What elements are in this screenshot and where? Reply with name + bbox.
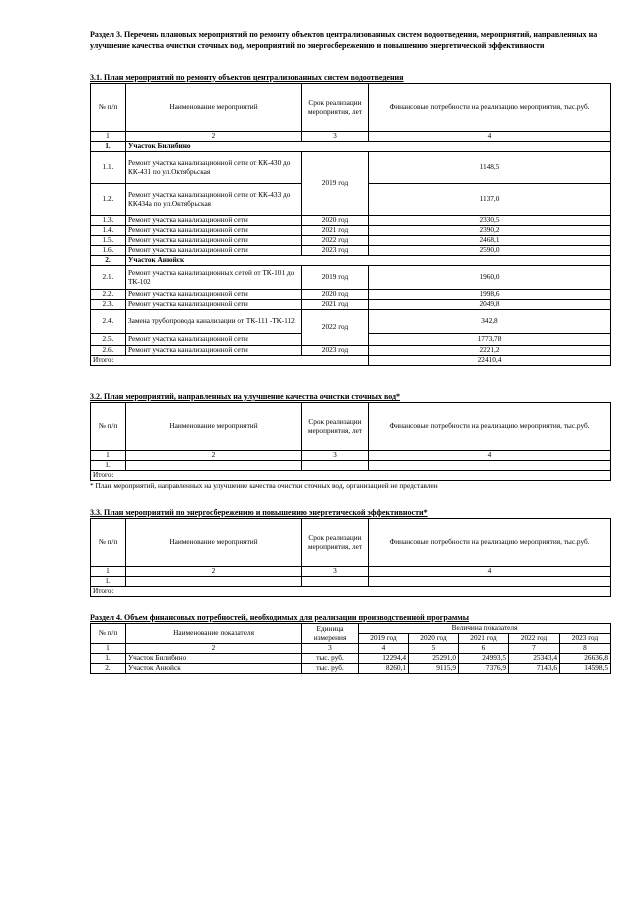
- table4: [90, 623, 611, 674]
- row-num: 2.3.: [91, 300, 126, 310]
- table32-colnum-row: [91, 451, 611, 461]
- row-value: 8260,1: [359, 664, 409, 674]
- total-row: [91, 471, 611, 481]
- total-label: Итого:: [91, 587, 611, 597]
- table-row: [91, 664, 611, 674]
- row-name: Ремонт участка канализационной сети: [126, 346, 302, 356]
- total-value: 22410,4: [369, 356, 611, 366]
- row-name: [126, 577, 302, 587]
- table-row: [91, 216, 611, 226]
- row-value: 2221,2: [369, 346, 611, 356]
- colnum-3: 3: [302, 451, 369, 461]
- row-num: 2.6.: [91, 346, 126, 356]
- table31-title: 3.1. План мероприятий по ремонту объектов централизованных систем водоотведения: [90, 73, 404, 82]
- table31-header-row: [91, 84, 611, 132]
- colnum: 7: [509, 644, 560, 654]
- row-value: 2390,2: [369, 226, 611, 236]
- row-value: 2468,1: [369, 236, 611, 246]
- row-term: 2021 год: [302, 226, 369, 236]
- header-term: Срок реализации мероприятия, лет: [302, 519, 369, 567]
- row-term: [302, 461, 369, 471]
- header-finance: Финансовые потребности на реализацию мероприятия, тыс.руб.: [369, 403, 611, 451]
- group-num: 2.: [91, 256, 126, 266]
- row-term: 2019 год: [302, 152, 369, 216]
- header-num: № п/п: [91, 84, 126, 132]
- total-row: [91, 587, 611, 597]
- colnum-2: 2: [126, 132, 302, 142]
- row-value: 1137,0: [369, 184, 611, 216]
- colnum-1: 1: [91, 132, 126, 142]
- row-num: 1.: [91, 577, 126, 587]
- row-value: 2330,5: [369, 216, 611, 226]
- header-name: Наименование показателя: [126, 624, 302, 644]
- table-row: [91, 577, 611, 587]
- row-name: Ремонт участка канализационной сети: [126, 246, 302, 256]
- header-year: 2019 год: [359, 634, 409, 644]
- total-label: Итого:: [91, 356, 369, 366]
- row-value: 7376,9: [459, 664, 509, 674]
- group-name: Участок Анюйск: [126, 256, 611, 266]
- group-name: Участок Билибино: [126, 142, 611, 152]
- row-value: 1998,6: [369, 290, 611, 300]
- row-value: 2590,0: [369, 246, 611, 256]
- header-name: Наименование мероприятий: [126, 403, 302, 451]
- row-name: Ремонт участка канализационной сети: [126, 226, 302, 236]
- table-row: [91, 236, 611, 246]
- colnum: 8: [560, 644, 611, 654]
- row-num: 2.1.: [91, 266, 126, 290]
- colnum-1: 1: [91, 567, 126, 577]
- row-value: 342,8: [369, 310, 611, 334]
- group-row-bilibino: [91, 142, 611, 152]
- header-num: № п/п: [91, 519, 126, 567]
- row-term: 2023 год: [302, 246, 369, 256]
- row-num: 1.1.: [91, 152, 126, 184]
- header-unit: Единица измерения: [302, 624, 359, 644]
- row-name: Участок Билибино: [126, 654, 302, 664]
- header-year: 2023 год: [560, 634, 611, 644]
- row-name: Ремонт участка канализационной сети от КК-430 до КК-431 по ул.Октябрьская: [126, 152, 302, 184]
- header-year: 2022 год: [509, 634, 560, 644]
- header-year: 2021 год: [459, 634, 509, 644]
- header-year: 2020 год: [409, 634, 459, 644]
- table33-header-row: [91, 519, 611, 567]
- table-row: [91, 310, 611, 334]
- row-num: 1.3.: [91, 216, 126, 226]
- row-value: 12294,4: [359, 654, 409, 664]
- row-name: Ремонт участка канализационной сети от КК-433 до КК434а по ул.Октябрьская: [126, 184, 302, 216]
- row-name: Ремонт участка канализационной сети: [126, 290, 302, 300]
- row-name: [126, 461, 302, 471]
- row-name: Ремонт участка канализационной сети: [126, 300, 302, 310]
- row-value: 25343,4: [509, 654, 560, 664]
- row-unit: тыс. руб.: [302, 654, 359, 664]
- table-row: [91, 226, 611, 236]
- row-term: [302, 577, 369, 587]
- table-row: [91, 290, 611, 300]
- colnum-2: 2: [126, 567, 302, 577]
- row-num: 1.: [91, 654, 126, 664]
- table32-footnote: * План мероприятий, направленных на улучшение качества очистки сточных вод, организацией не представлен: [90, 481, 438, 490]
- total-row: [91, 356, 611, 366]
- section3-title: Раздел 3. Перечень плановых мероприятий по ремонту объектов централизованных систем водоотведения, мероприятий, направленных на улучшение качества очистки сточных вод, мероприятий по энергосбережению и повышению энергетической эффективности: [90, 30, 598, 50]
- header-name: Наименование мероприятий: [126, 84, 302, 132]
- row-num: 2.2.: [91, 290, 126, 300]
- row-value: 1148,5: [369, 152, 611, 184]
- colnum-3: 3: [302, 132, 369, 142]
- colnum: 6: [459, 644, 509, 654]
- table32-header-row: [91, 403, 611, 451]
- header-value: Величина показателя: [359, 624, 611, 634]
- row-value: 25291,0: [409, 654, 459, 664]
- row-term: 2021 год: [302, 300, 369, 310]
- row-value: 7143,6: [509, 664, 560, 674]
- table-row: [91, 346, 611, 356]
- table33: [90, 518, 611, 597]
- row-value: 2049,8: [369, 300, 611, 310]
- group-num: 1.: [91, 142, 126, 152]
- row-num: 1.: [91, 461, 126, 471]
- table-row: [91, 654, 611, 664]
- table32-title: 3.2. План мероприятий, направленных на улучшение качества очистки сточных вод*: [90, 392, 401, 401]
- header-term: Срок реализации мероприятия, лет: [302, 403, 369, 451]
- header-name: Наименование мероприятий: [126, 519, 302, 567]
- row-num: 2.5.: [91, 334, 126, 346]
- colnum-4: 4: [369, 132, 611, 142]
- row-term: 2022 год: [302, 236, 369, 246]
- row-name: Замена трубопровода канализации от ТК-111 -ТК-112: [126, 310, 302, 334]
- row-value: [369, 461, 611, 471]
- row-value: 1960,0: [369, 266, 611, 290]
- row-value: 14598,5: [560, 664, 611, 674]
- row-num: 2.: [91, 664, 126, 674]
- row-value: 26636,8: [560, 654, 611, 664]
- colnum: 1: [91, 644, 126, 654]
- table-row: [91, 300, 611, 310]
- colnum: 4: [359, 644, 409, 654]
- row-term: 2019 год: [302, 266, 369, 290]
- colnum-1: 1: [91, 451, 126, 461]
- header-num: № п/п: [91, 403, 126, 451]
- row-num: 1.4.: [91, 226, 126, 236]
- table31: [90, 83, 611, 366]
- row-num: 1.2.: [91, 184, 126, 216]
- header-num: № п/п: [91, 624, 126, 644]
- table31-colnum-row: [91, 132, 611, 142]
- table-row: [91, 246, 611, 256]
- header-finance: Финансовые потребности на реализацию мероприятия, тыс.руб.: [369, 519, 611, 567]
- row-value: 24993,5: [459, 654, 509, 664]
- row-name: Ремонт участка канализационной сети: [126, 334, 302, 346]
- header-term: Срок реализации мероприятия, лет: [302, 84, 369, 132]
- table4-header-row-1: [91, 624, 611, 634]
- colnum-2: 2: [126, 451, 302, 461]
- row-value: 1773,78: [369, 334, 611, 346]
- table-row: [91, 266, 611, 290]
- table33-colnum-row: [91, 567, 611, 577]
- row-term: 2023 год: [302, 346, 369, 356]
- row-name: Ремонт участка канализационных сетей от ТК-101 до ТК-102: [126, 266, 302, 290]
- row-num: 1.6.: [91, 246, 126, 256]
- colnum-3: 3: [302, 567, 369, 577]
- row-name: Ремонт участка канализационной сети: [126, 236, 302, 246]
- section4-title: Раздел 4. Объем финансовых потребностей, необходимых для реализации производственной программы: [90, 613, 469, 622]
- table32: [90, 402, 611, 481]
- table33-title: 3.3. План мероприятий по энергосбережению и повышению энергетической эффективности*: [90, 508, 428, 517]
- row-num: 2.4.: [91, 310, 126, 334]
- group-row-anyuisk: [91, 256, 611, 266]
- row-num: 1.5.: [91, 236, 126, 246]
- header-finance: Финансовые потребности на реализацию мероприятия, тыс.руб.: [369, 84, 611, 132]
- table-row: [91, 152, 611, 184]
- document-page: [90, 30, 610, 674]
- total-label: Итого:: [91, 471, 611, 481]
- row-unit: тыс. руб.: [302, 664, 359, 674]
- row-term: 2020 год: [302, 290, 369, 300]
- row-name: Ремонт участка канализационной сети: [126, 216, 302, 226]
- colnum-4: 4: [369, 567, 611, 577]
- colnum: 3: [302, 644, 359, 654]
- row-name: Участок Анюйск: [126, 664, 302, 674]
- colnum-4: 4: [369, 451, 611, 461]
- table4-colnum-row: [91, 644, 611, 654]
- row-term: 2022 год: [302, 310, 369, 346]
- table-row: [91, 461, 611, 471]
- row-term: 2020 год: [302, 216, 369, 226]
- colnum: 2: [126, 644, 302, 654]
- colnum: 5: [409, 644, 459, 654]
- row-value: [369, 577, 611, 587]
- row-value: 9115,9: [409, 664, 459, 674]
